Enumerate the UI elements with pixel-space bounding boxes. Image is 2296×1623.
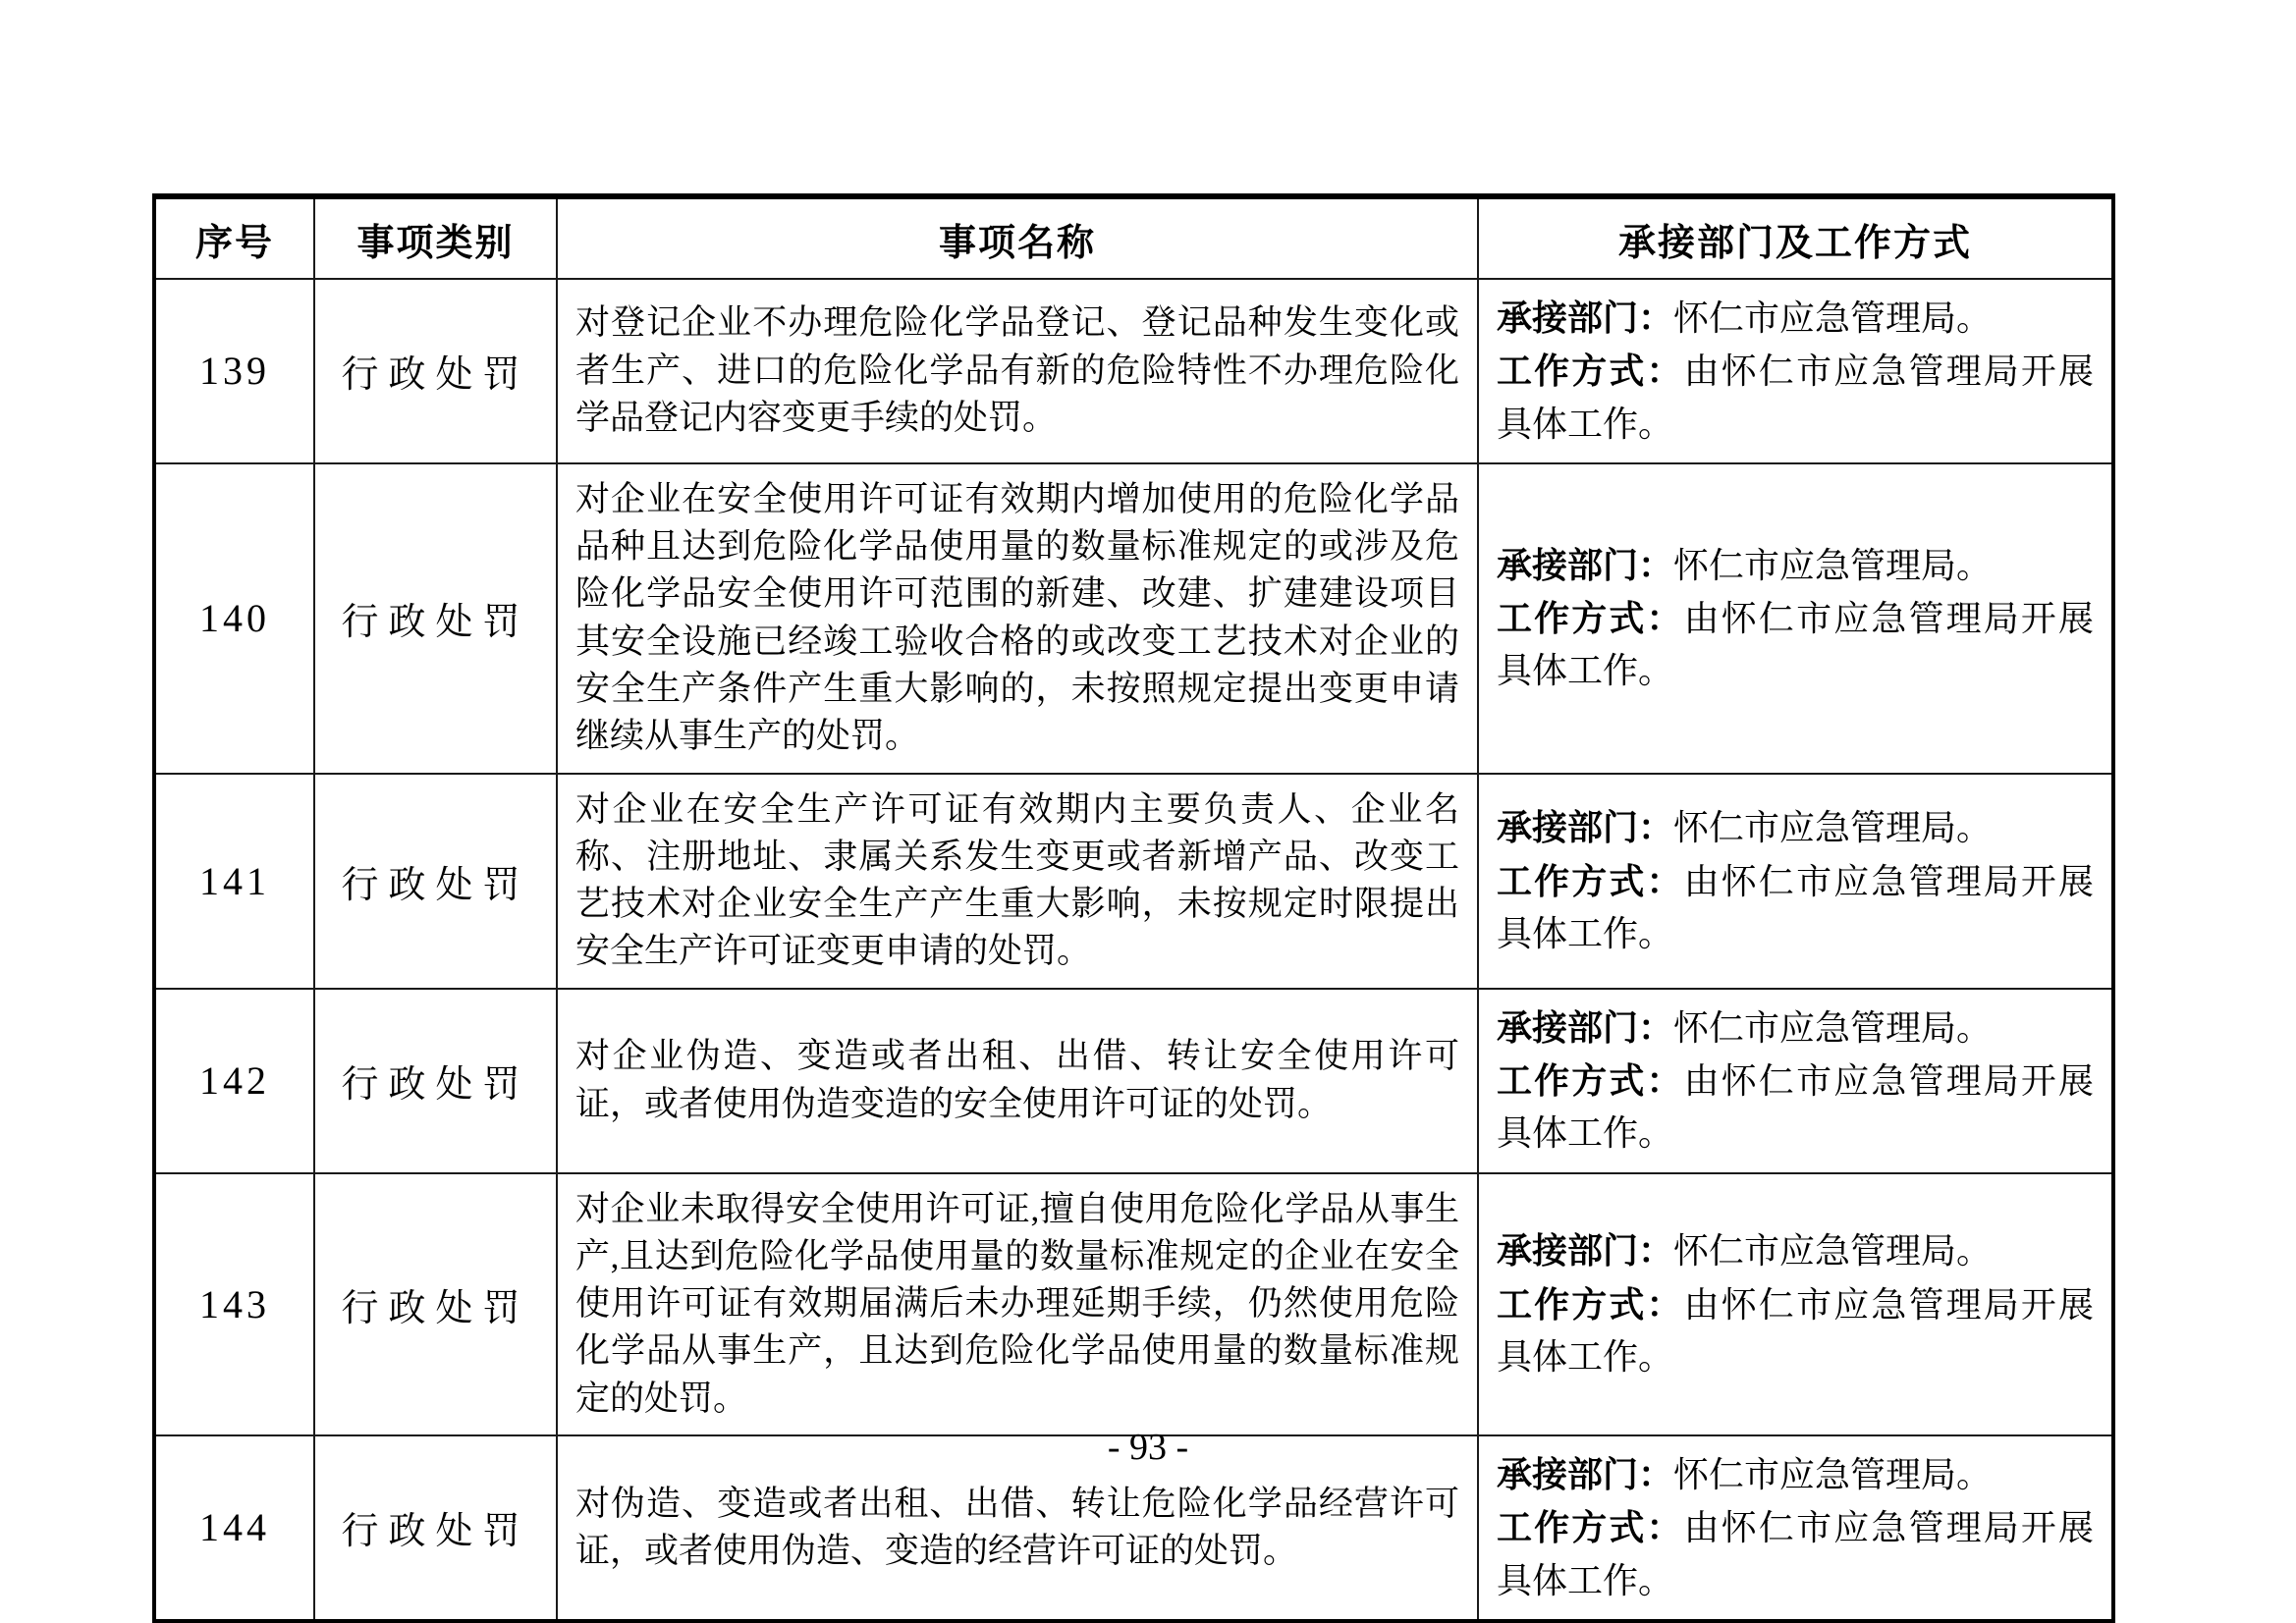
table-row <box>154 774 2113 989</box>
department-label: 承接部门： <box>1497 1454 1674 1495</box>
work-method-label: 工作方式： <box>1497 860 1684 901</box>
category-cell: 行政处罚 <box>314 1435 557 1621</box>
category-cell: 行政处罚 <box>314 279 557 463</box>
department-label: 承接部门： <box>1497 1230 1674 1271</box>
department-label: 承接部门： <box>1497 544 1674 585</box>
item-name-cell: 对企业在安全使用许可证有效期内增加使用的危险化学品品种且达到危险化学品使用量的数量标准规定的或涉及危险化学品安全使用许可范围的新建、改建、扩建建设项目其安全设施已经竣工验收合格的或改变工艺技术对企业的安全生产条件产生重大影响的，未按照规定提出变更申请继续从事生产的处罚。 <box>557 463 1478 774</box>
work-method-value: 由怀仁市应急管理局开展具体工作。 <box>1497 861 2094 953</box>
department-value: 怀仁市应急管理局。 <box>1673 1231 1993 1271</box>
department-cell <box>1478 463 2113 774</box>
department-cell <box>1478 774 2113 989</box>
department-label: 承接部门： <box>1497 807 1674 848</box>
work-method-value: 由怀仁市应急管理局开展具体工作。 <box>1497 599 2094 691</box>
work-method-value: 由怀仁市应急管理局开展具体工作。 <box>1497 1061 2094 1154</box>
header-item-name: 事项名称 <box>557 196 1478 279</box>
item-name-cell: 对企业伪造、变造或者出租、出借、转让安全使用许可证，或者使用伪造变造的安全使用许可证的处罚。 <box>557 989 1478 1173</box>
work-method-label: 工作方式： <box>1497 598 1684 639</box>
department-value: 怀仁市应急管理局。 <box>1673 808 1993 848</box>
row-number-cell: 141 <box>154 774 314 989</box>
department-label: 承接部门： <box>1497 1006 1674 1048</box>
item-name-cell: 对登记企业不办理危险化学品登记、登记品种发生变化或者生产、进口的危险化学品有新的危险特性不办理危险化学品登记内容变更手续的处罚。 <box>557 279 1478 463</box>
work-method-label: 工作方式： <box>1497 1060 1684 1102</box>
work-method-label: 工作方式： <box>1497 351 1684 392</box>
work-method-line <box>1497 1055 2094 1161</box>
work-method-line <box>1497 1501 2094 1607</box>
work-method-line <box>1497 592 2094 698</box>
header-department: 承接部门及工作方式 <box>1478 196 2113 279</box>
table-row <box>154 463 2113 774</box>
work-method-value: 由怀仁市应急管理局开展具体工作。 <box>1497 352 2094 444</box>
category-cell: 行政处罚 <box>314 1173 557 1435</box>
item-name-cell: 对企业在安全生产许可证有效期内主要负责人、企业名称、注册地址、隶属关系发生变更或者新增产品、改变工艺技术对企业安全生产产生重大影响，未按规定时限提出安全生产许可证变更申请的处罚。 <box>557 774 1478 989</box>
department-label: 承接部门： <box>1497 298 1674 338</box>
row-number-cell: 142 <box>154 989 314 1173</box>
table-row <box>154 279 2113 463</box>
department-cell <box>1478 1173 2113 1435</box>
category-cell: 行政处罚 <box>314 989 557 1173</box>
table-row <box>154 989 2113 1173</box>
department-line <box>1497 801 2094 854</box>
department-value: 怀仁市应急管理局。 <box>1673 545 1993 585</box>
row-number-cell: 144 <box>154 1435 314 1621</box>
header-serial: 序号 <box>154 196 314 279</box>
category-cell: 行政处罚 <box>314 774 557 989</box>
work-method-label: 工作方式： <box>1497 1283 1684 1325</box>
department-value: 怀仁市应急管理局。 <box>1673 298 1993 338</box>
department-cell <box>1478 279 2113 463</box>
table-row <box>154 1173 2113 1435</box>
item-name-cell: 对伪造、变造或者出租、出借、转让危险化学品经营许可证，或者使用伪造、变造的经营许可证的处罚。 <box>557 1435 1478 1621</box>
department-line <box>1497 1001 2094 1055</box>
header-category: 事项类别 <box>314 196 557 279</box>
item-name-cell: 对企业未取得安全使用许可证,擅自使用危险化学品从事生产,且达到危险化学品使用量的数量标准规定的企业在安全使用许可证有效期届满后未办理延期手续，仍然使用危险化学品从事生产，且达到危险化学品使用量的数量标准规定的处罚。 <box>557 1173 1478 1435</box>
work-method-label: 工作方式： <box>1497 1507 1684 1548</box>
work-method-value: 由怀仁市应急管理局开展具体工作。 <box>1497 1284 2094 1377</box>
work-method-line <box>1497 345 2094 451</box>
work-method-value: 由怀仁市应急管理局开展具体工作。 <box>1497 1508 2094 1600</box>
row-number-cell: 143 <box>154 1173 314 1435</box>
row-number-cell: 139 <box>154 279 314 463</box>
work-method-line <box>1497 855 2094 961</box>
department-line <box>1497 539 2094 592</box>
items-table <box>152 193 2115 1623</box>
page-number: - 93 - <box>1107 1427 1189 1468</box>
row-number-cell: 140 <box>154 463 314 774</box>
department-value: 怀仁市应急管理局。 <box>1673 1007 1993 1048</box>
department-line <box>1497 292 2094 345</box>
department-value: 怀仁市应急管理局。 <box>1673 1455 1993 1495</box>
category-cell: 行政处罚 <box>314 463 557 774</box>
work-method-line <box>1497 1278 2094 1384</box>
department-line <box>1497 1224 2094 1277</box>
table-header-row <box>154 196 2113 279</box>
department-cell <box>1478 989 2113 1173</box>
